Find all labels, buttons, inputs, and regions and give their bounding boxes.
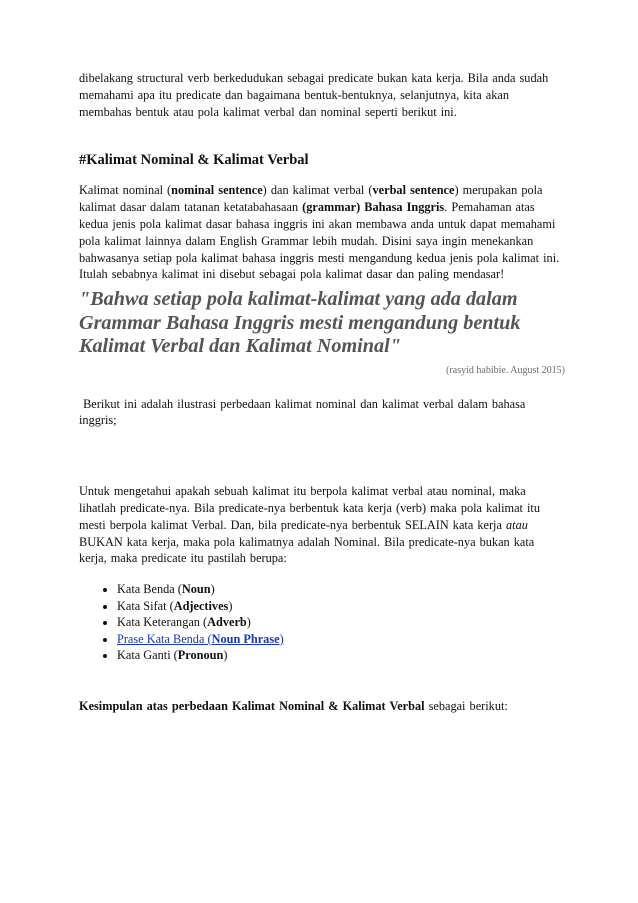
document-page [79,70,565,715]
predicate-type-list [79,581,565,664]
list-item: • Kata Ganti (Pronoun) [117,647,565,664]
pull-quote: "Bahwa setiap pola kalimat-kalimat yang ada dalam Grammar Bahasa Inggris mesti mengandung bentuk Kalimat Verbal dan Kalimat Nominal" [79,288,521,358]
illustration-placeholder [79,429,565,483]
conclusion-line: Kesimpulan atas perbedaan Kalimat Nominal & Kalimat Verbal sebagai berikut: [79,698,508,713]
term-grammar: (grammar) Bahasa Inggris [302,200,445,215]
list-item [117,631,565,648]
list-item: • Kata Sifat (Adjectives) [117,598,565,615]
quote-citation: (rasyid habibie. August 2015) [446,364,565,376]
intro-paragraph: dibelakang structural verb berkedudukan sebagai predicate bukan kata kerja. Bila anda sudah memahami apa itu predicate dan bagaimana bentuk-bentuknya, selanjutnya, kita akan membahas bentuk atau pola kalimat verbal dan nominal seperti berikut ini. [79,71,549,119]
term-verbal-sentence: verbal sentence [372,183,455,198]
predicate-paragraph: Untuk mengetahui apakah sebuah kalimat itu berpola kalimat verbal atau nominal, maka lihatlah predicate-nya. Bila predicate-nya berbentuk kata kerja (verb) maka pola kalimat itu mesti berpola kalimat Verbal. Dan, bila predicate-nya berbentuk SELAIN kata kerja atau BUKAN kata kerja, maka pola kalimatnya adalah Nominal. Bila predicate-nya bukan kata kerja, maka predicate itu pastilah berupa: [79,484,541,566]
list-item: • Kata Keterangan (Adverb) [117,614,565,631]
definition-paragraph: Kalimat nominal (nominal sentence) dan kalimat verbal (verbal sentence) merupakan pola kalimat dasar dalam tatanan ketatabahasaan (grammar) Bahasa Inggris. Pemahaman atas kedua jenis pola kalimat dasar bahasa inggris ini akan membawa anda untuk dapat memahami pola kalimat lainnya dalam English Grammar lebih mudah. Disini saya ingin menekankan bahwasanya setiap pola kalimat bahasa inggris mesti mengandung kedua jenis pola kalimat ini. Itulah sebabnya kalimat ini disebut sebagai pola kalimat dasar dan paling mendasar! [79,183,560,282]
section-heading: #Kalimat Nominal & Kalimat Verbal [79,152,309,169]
noun-phrase-link[interactable]: Prase Kata Benda (Noun Phrase) [117,631,284,646]
term-nominal-sentence: nominal sentence [171,183,263,198]
illustration-intro: Berikut ini adalah ilustrasi perbedaan kalimat nominal dan kalimat verbal dalam bahasa inggris; [79,396,526,428]
list-item: • Kata Benda (Noun) [117,581,565,598]
emphasis-atau: atau [506,517,528,532]
